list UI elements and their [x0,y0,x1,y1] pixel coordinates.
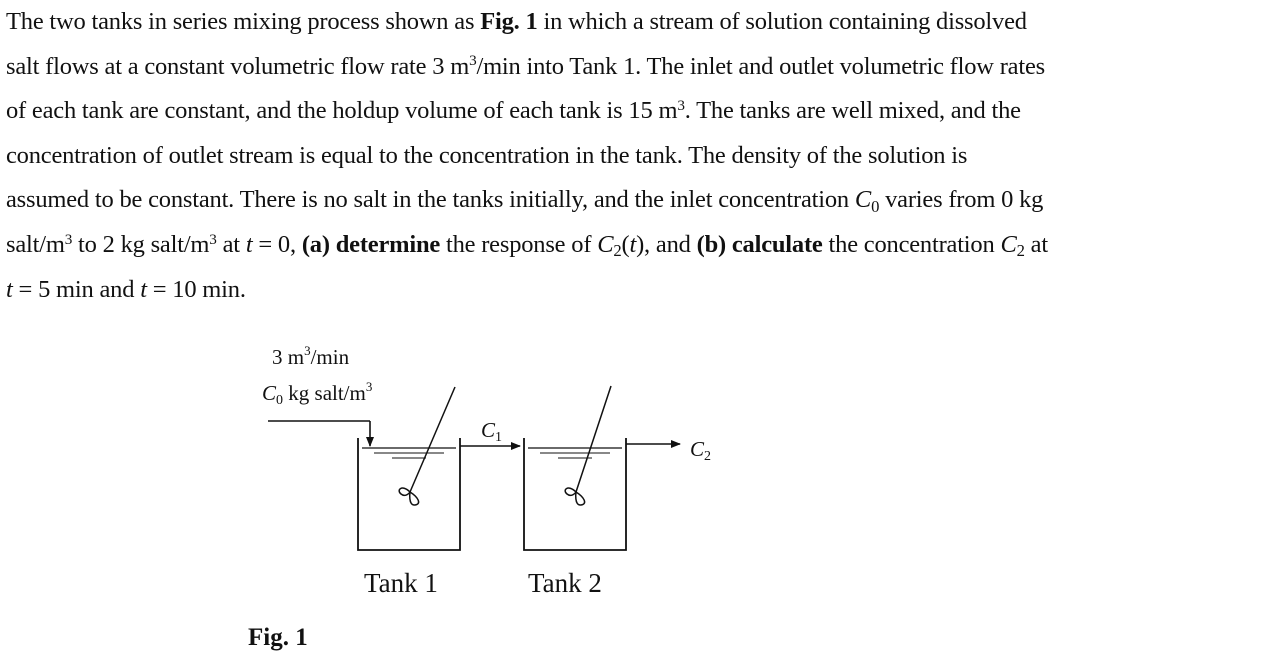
text-run: = 0, [252,230,302,258]
variable: C [597,230,614,258]
text-run: = 10 min. [146,275,246,303]
inlet-stream-arrow [268,421,370,446]
subscript: 0 [871,196,880,216]
superscript: 3 [64,230,73,248]
variable: C [854,186,872,214]
part-b-label: (b) calculate [696,230,823,258]
text-run: concentration of outlet stream is equal to the concentration in the tank. The density of the solution is [6,141,968,169]
stream-c1-label: C1 [481,418,503,445]
superscript: 3 [469,52,477,70]
figure-reference: Fig. 1 [480,8,538,35]
inlet-concentration-label: C0 kg salt/$m^3$ [262,379,373,408]
text-run: salt/m [6,230,65,258]
text-run: at [216,230,246,258]
text-run: at [1024,230,1048,258]
text-run: assumed to be constant. There is no salt in the tanks initially, and the inlet concentration [6,186,855,214]
text-run: salt flows at a constant volumetric flow rate 3 m [6,52,470,80]
text-run: = 5 min and [12,275,141,303]
variable: t [140,275,147,303]
text-run: ), and [636,230,697,258]
agitator-2-icon [565,386,611,505]
subscript: 2 [1016,241,1025,261]
variable: t [245,230,253,258]
text-run: the response of [440,230,598,258]
tank-2-label: Tank 2 [528,568,602,598]
variable: C [1000,230,1017,258]
figure-caption: Fig. 1 [248,624,308,651]
text-run: in which a stream of solution containing dissolved [537,8,1027,35]
superscript: 3 [677,96,685,114]
text-run: . The tanks are well mixed, and the [684,97,1021,125]
text-run: to 2 kg salt/m [72,230,210,258]
agitator-1-icon [399,387,455,505]
text-run: ( [621,230,630,258]
stream-c2-label: C2 [690,437,712,464]
variable: t [6,275,13,303]
variable: t [629,230,637,258]
inlet-flow-label: 3 $m^3/\min$ [272,343,350,369]
text-run: the concentration [822,230,1001,258]
text-run: of each tank are constant, and the holdup volume of each tank is 15 m [6,97,678,125]
tank-1-label: Tank 1 [364,568,438,598]
text-run: /min into Tank 1. The inlet and outlet volumetric flow rates [476,52,1045,80]
text-run: varies from 0 kg [879,186,1044,214]
superscript: 3 [209,230,217,248]
part-a-label: (a) determine [301,230,441,258]
text-run: The two tanks in series mixing process shown as [6,8,481,35]
subscript: 2 [613,241,622,261]
